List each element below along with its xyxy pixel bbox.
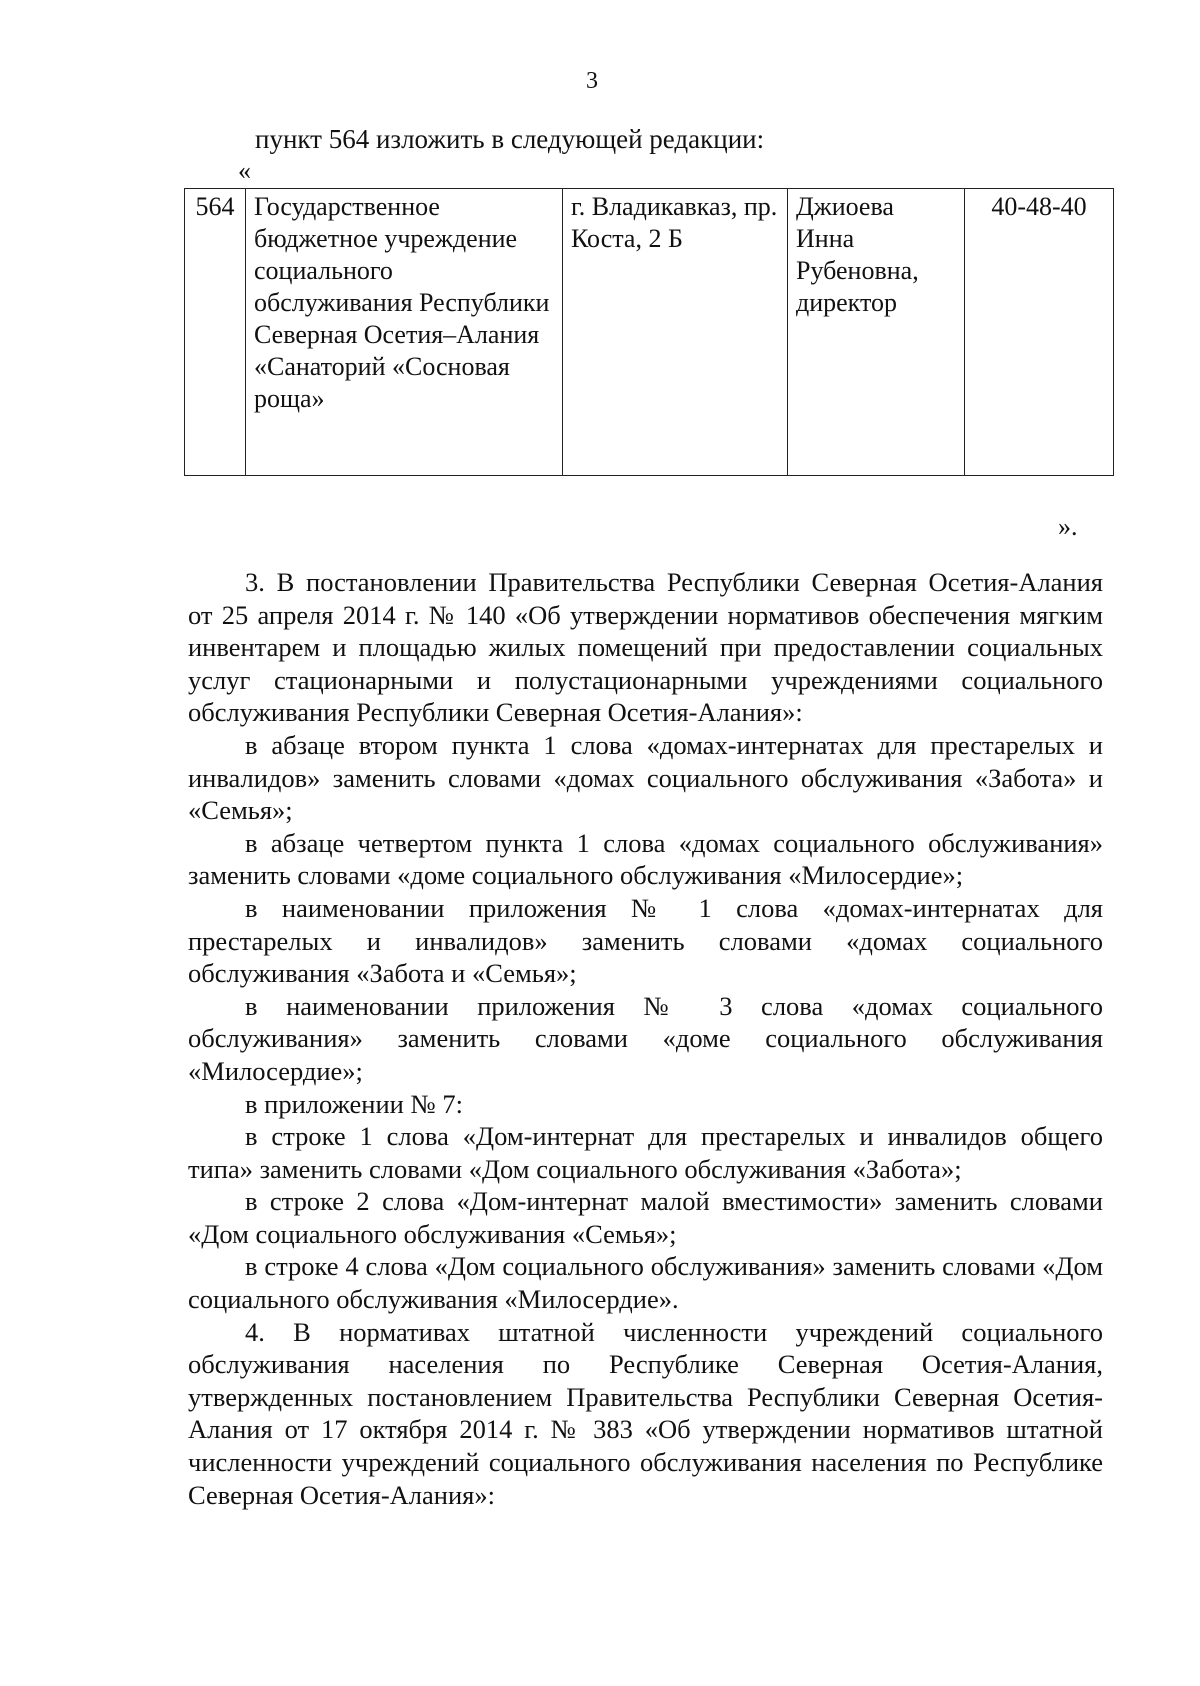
amendment-table [184,188,1114,476]
paragraph: в строке 4 слова «Дом социального обслуживания» заменить словами «Дом социального обслуживания «Милосердие». [188,1251,1103,1315]
table-row [185,189,1114,476]
paragraph: в приложении № 7: [245,1088,463,1119]
paragraph: в строке 2 слова «Дом-интернат малой вместимости» заменить словами «Дом социального обслуживания «Семья»; [188,1186,1103,1249]
cell-address: г. Владикавказ, пр. Коста, 2 Б [563,189,788,476]
intro-text: пункт 564 изложить в следующей редакции: [255,124,765,154]
paragraph: в абзаце четвертом пункта 1 слова «домах социального обслуживания» заменить словами «доме социального обслуживания «Милосердие»; [188,827,1103,891]
cell-number: 564 [185,189,246,476]
paragraph: в абзаце втором пункта 1 слова «домах-интернатах для престарелых и инвалидов» заменить словами «домах социального обслуживания «Забота» и «Семья»; [188,729,1103,826]
paragraph: в наименовании приложения № 1 слова «домах-интернатах для престарелых и инвалидов» заменить словами «домах социального обслуживания «Забота и «Семья»; [188,892,1103,989]
open-quote: « [238,156,251,185]
cell-head: Джиоева Инна Рубеновна, директор [788,189,965,476]
page-number: 3 [586,68,598,94]
body-text [188,566,1103,1511]
close-quote: ». [1058,512,1078,541]
paragraph-4: 4. В нормативах штатной численности учреждений социального обслуживания населения по Республике Северная Осетия-Алания, утвержденных постановлением Правительства Республики Северная Осетия-Алания от 17 октября 2014 г. № 383 «Об утверждении нормативов штатной численности учреждений социального обслуживания населения по Республике Северная Осетия-Алания»: [188,1316,1103,1510]
cell-phone: 40-48-40 [965,189,1114,476]
paragraph: в наименовании приложения № 3 слова «домах социального обслуживания» заменить словами «доме социального обслуживания «Милосердие»; [188,990,1103,1086]
paragraph-3: 3. В постановлении Правительства Республики Северная Осетия-Алания от 25 апреля 2014 г. № 140 «Об утверждении нормативов обеспечения мягким инвентарем и площадью жилых помещений при предоставлении социальных услуг стационарными и полустационарными учреждениями социального обслуживания Республики Северная Осетия-Алания»: [188,567,1103,728]
cell-institution-name: Государственное бюджетное учреждение социального обслуживания Республики Северная Осетия–Алания «Санаторий «Сосновая роща» [246,189,563,476]
paragraph: в строке 1 слова «Дом-интернат для престарелых и инвалидов общего типа» заменить словами «Дом социального обслуживания «Забота»; [188,1121,1103,1184]
